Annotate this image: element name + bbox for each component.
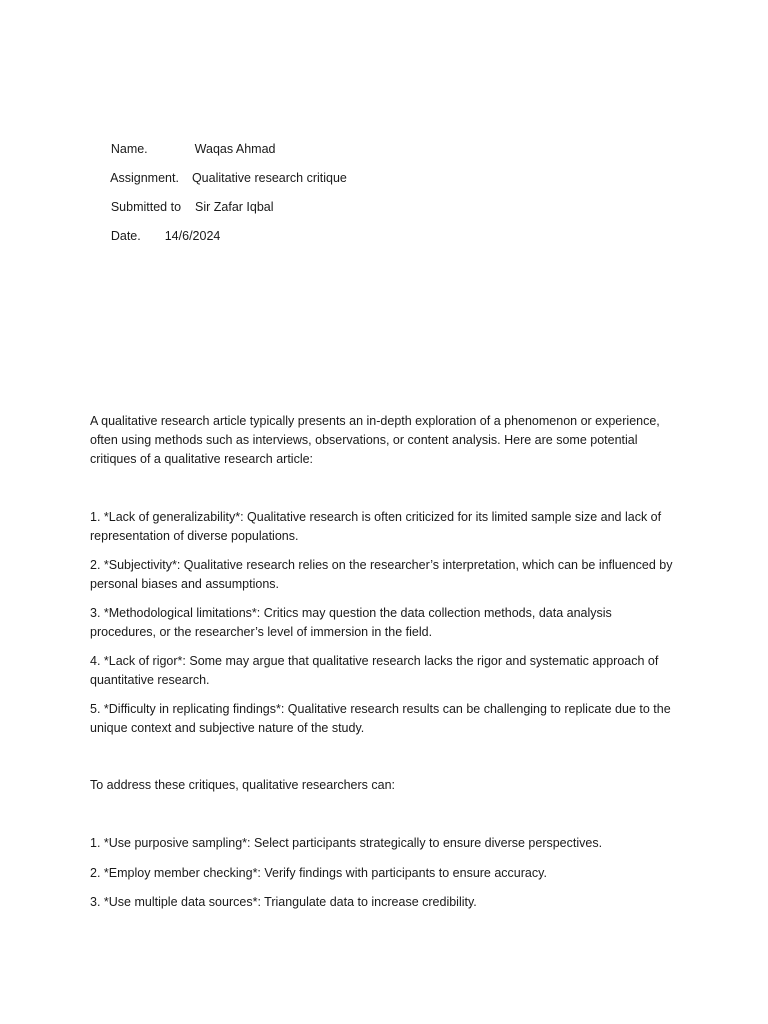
assignment-value: Qualitative research critique	[191, 171, 347, 185]
remedy-item: 3. *Use multiple data sources*: Triangulate data to increase credibility.	[90, 895, 477, 909]
remedy-item: 1. *Use purposive sampling*: Select participants strategically to ensure diverse perspectives.	[90, 836, 603, 850]
submitted-value: Sir Zafar Iqbal	[195, 200, 274, 214]
remedies-list	[90, 834, 680, 912]
date-label: Date.	[110, 229, 141, 243]
intro-section	[90, 412, 680, 469]
assignment-label: Assignment.	[110, 171, 179, 185]
name-value: Waqas Ahmad	[194, 142, 276, 156]
date-value: 14/6/2024	[164, 229, 221, 243]
critique-item: 3. *Methodological limitations*: Critics may question the data collection methods, data analysis procedures, or the researcher’s level of immersion in the field.	[90, 606, 612, 639]
intro-paragraph: A qualitative research article typically presents an in-depth exploration of a phenomenon or experience, often using methods such as interviews, observations, or content analysis. Here are some potential critiques of a qualitative research article:	[90, 414, 660, 466]
critique-item: 4. *Lack of rigor*: Some may argue that qualitative research lacks the rigor and systematic approach of quantitative research.	[90, 654, 659, 687]
address-section	[90, 776, 680, 795]
date-line	[90, 208, 220, 265]
address-intro: To address these critiques, qualitative researchers can:	[90, 778, 396, 792]
critique-item: 5. *Difficulty in replicating findings*: Qualitative research results can be challenging to replicate due to the unique context and subjective nature of the study.	[90, 702, 671, 735]
critique-item: 1. *Lack of generalizability*: Qualitative research is often criticized for its limited sample size and lack of representation of diverse populations.	[90, 510, 662, 543]
critique-item: 2. *Subjectivity*: Qualitative research relies on the researcher’s interpretation, which can be influenced by personal biases and assumptions.	[90, 558, 673, 591]
name-label: Name.	[110, 142, 148, 156]
remedy-item: 2. *Employ member checking*: Verify findings with participants to ensure accuracy.	[90, 866, 547, 880]
critiques-list	[90, 508, 680, 738]
submitted-label: Submitted to	[110, 200, 182, 214]
